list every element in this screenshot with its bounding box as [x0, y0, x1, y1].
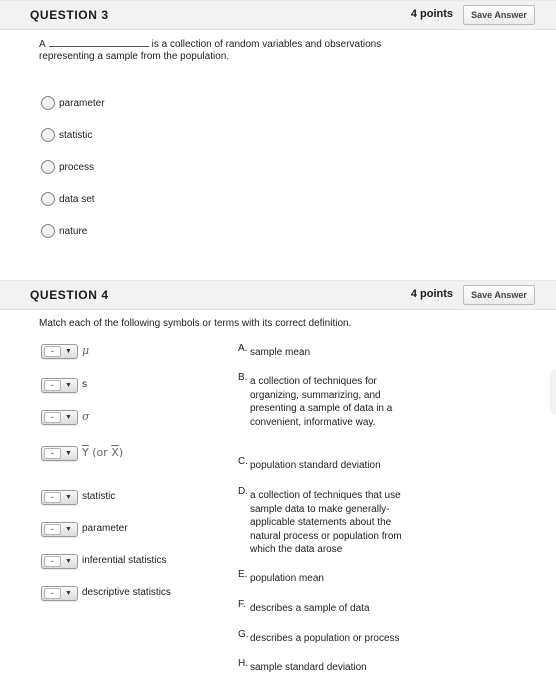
definition-text: describes a population or process: [250, 633, 400, 644]
match-select[interactable]: [41, 586, 78, 601]
definition-d: [238, 488, 418, 558]
option-label: nature: [59, 226, 88, 237]
question-3-prompt: [39, 38, 419, 63]
chevron-down-icon: ▼: [65, 382, 72, 389]
chevron-down-icon: ▼: [65, 348, 72, 355]
definition-letter: C.: [238, 456, 248, 467]
radio-button[interactable]: [41, 160, 55, 174]
term-x-bar: $\overline{X}$: [111, 446, 119, 459]
match-select[interactable]: [41, 410, 78, 425]
select-value: -: [44, 412, 61, 423]
definition-letter: E.: [238, 569, 248, 580]
match-select[interactable]: [41, 554, 78, 569]
question-4-instructions: Match each of the following symbols or terms with its correct definition.: [39, 318, 352, 329]
option-label: process: [59, 162, 95, 173]
radio-button[interactable]: [41, 128, 55, 142]
term-label: s: [82, 379, 87, 390]
chevron-down-icon: ▼: [65, 590, 72, 597]
match-select[interactable]: [41, 522, 78, 537]
prompt-suffix: is a collection of random variables and observations: [151, 39, 382, 50]
definition-text: population standard deviation: [250, 460, 381, 471]
definition-text: describes a sample of data: [250, 603, 370, 614]
radio-button[interactable]: [41, 224, 55, 238]
term-label: statistic: [82, 491, 116, 502]
question-4-header: [0, 280, 556, 310]
match-select[interactable]: [41, 344, 78, 359]
question-3-save-button[interactable]: Save Answer: [463, 5, 535, 25]
prompt-line-2: representing a sample from the population.: [39, 51, 230, 62]
chevron-down-icon: ▼: [65, 494, 72, 501]
fill-in-blank: [49, 38, 149, 47]
option-label: parameter: [59, 98, 105, 109]
radio-button[interactable]: [41, 96, 55, 110]
definition-c: [238, 458, 418, 474]
select-value: -: [44, 556, 61, 567]
select-value: -: [44, 492, 61, 503]
question-3-points: 4 points: [410, 8, 453, 20]
select-value: -: [44, 346, 61, 357]
definition-letter: B.: [238, 372, 248, 383]
prompt-prefix: A: [39, 39, 46, 50]
term-label: parameter: [82, 523, 128, 534]
definition-b: [238, 374, 418, 432]
term-y-open: (or: [88, 446, 112, 459]
select-value: -: [44, 380, 61, 391]
term-label: σ: [82, 410, 90, 423]
term-y-close: ): [118, 446, 124, 459]
definition-text: sample standard deviation: [250, 662, 367, 673]
question-4-points: 4 points: [410, 288, 453, 300]
definition-letter: H.: [238, 658, 248, 669]
definition-letter: G.: [238, 629, 249, 640]
match-select[interactable]: [41, 378, 78, 393]
question-4-title: QUESTION 4: [30, 288, 109, 302]
definition-h: [238, 660, 418, 676]
question-4-save-button[interactable]: Save Answer: [463, 285, 535, 305]
term-y-bar: $\overline{Y}$: [82, 446, 89, 459]
definition-text: sample mean: [250, 347, 311, 358]
definition-a: [238, 345, 418, 361]
side-panel-tab[interactable]: [552, 370, 556, 414]
definition-g: [238, 631, 418, 647]
definition-e: [238, 571, 418, 587]
radio-button[interactable]: [41, 192, 55, 206]
definition-letter: D.: [238, 486, 248, 497]
question-3-header: [0, 0, 556, 30]
definition-f: [238, 601, 418, 617]
term-label: inferential statistics: [82, 555, 167, 566]
select-value: -: [44, 524, 61, 535]
option-label: data set: [59, 194, 95, 205]
chevron-down-icon: ▼: [65, 450, 72, 457]
chevron-down-icon: ▼: [65, 526, 72, 533]
chevron-down-icon: ▼: [65, 414, 72, 421]
chevron-down-icon: ▼: [65, 558, 72, 565]
definition-letter: A.: [238, 343, 248, 354]
match-select[interactable]: [41, 490, 78, 505]
definition-text: a collection of techniques for organizing, summarizing, and presenting a sample of data in a convenient, informative way.: [250, 376, 393, 428]
match-select[interactable]: [41, 446, 78, 461]
option-label: statistic: [59, 130, 93, 141]
question-3-title: QUESTION 3: [30, 8, 109, 22]
term-label: [82, 446, 123, 459]
term-label: descriptive statistics: [82, 587, 171, 598]
select-value: -: [44, 588, 61, 599]
definition-text: population mean: [250, 573, 324, 584]
term-label: μ: [82, 344, 90, 357]
definition-letter: F.: [238, 599, 246, 610]
definition-text: a collection of techniques that use sample data to make generally-applicable statements about the natural process or population from which the data arose: [250, 490, 402, 555]
select-value: -: [44, 448, 61, 459]
